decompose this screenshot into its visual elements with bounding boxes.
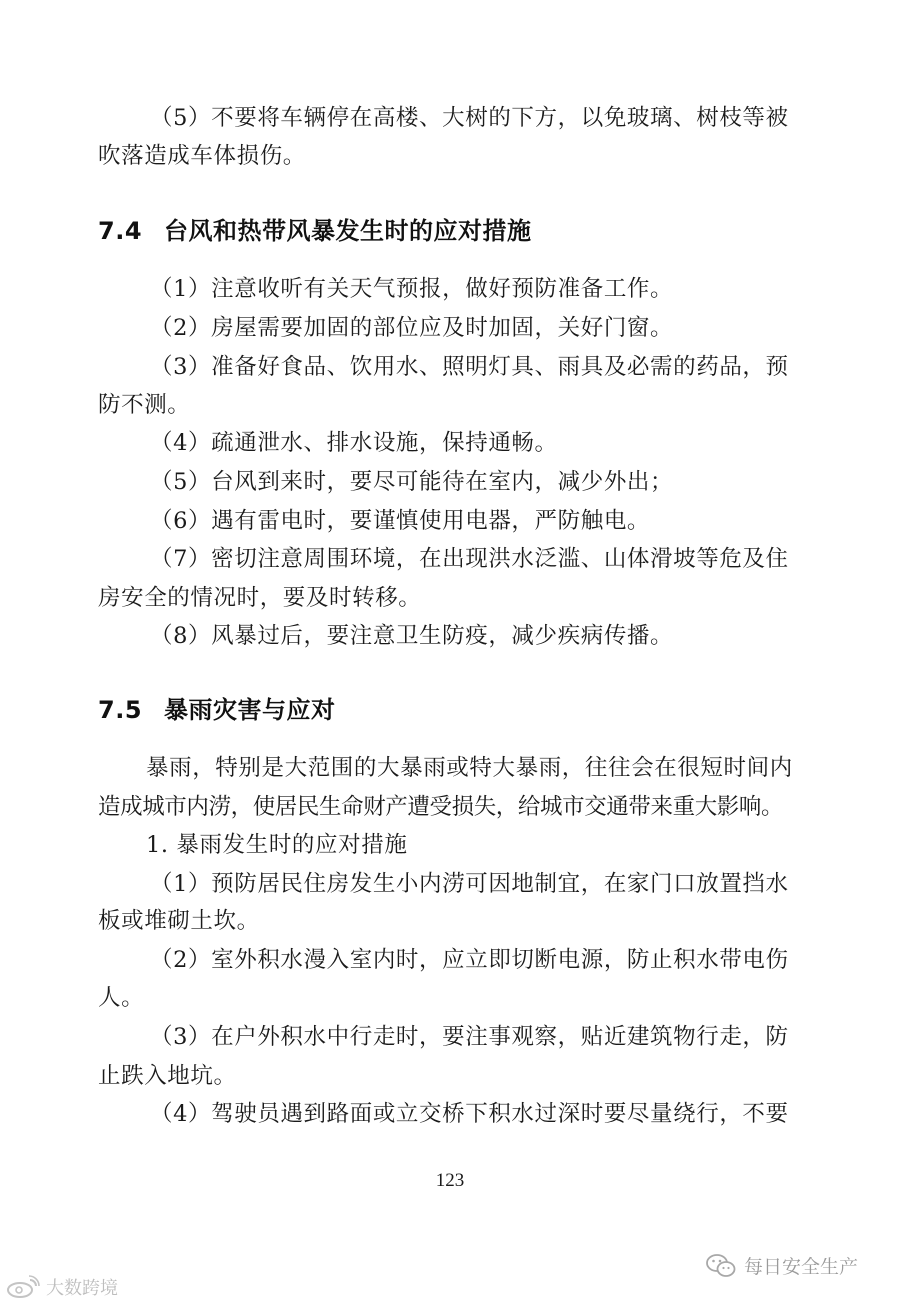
list-item-line: 防不测。 (98, 392, 191, 418)
watermark-right-text: 每日安全生产 (744, 1256, 859, 1278)
wechat-icon (706, 1253, 736, 1279)
list-item-line: （3）准备好食品、饮用水、照明灯具、雨具及必需的药品，预 (150, 354, 789, 380)
section-heading-7-5 (98, 693, 336, 727)
list-item-line: （5）台风到来时，要尽可能待在室内，减少外出； (150, 469, 674, 495)
watermark-left-text: 大数跨境 (46, 1278, 118, 1299)
section-number: 7.5 (98, 696, 143, 724)
list-item-line: 人。 (98, 985, 145, 1011)
list-item-line: （1）预防居民住房发生小内涝可因地制宜，在家门口放置挡水 (150, 871, 789, 897)
list-item-line: （2）房屋需要加固的部位应及时加固，关好门窗。 (150, 315, 674, 341)
section-title: 暴雨灾害与应对 (164, 696, 336, 724)
list-item-line: （1）注意收听有关天气预报，做好预防准备工作。 (150, 276, 674, 302)
list-item-line: （8）风暴过后，要注意卫生防疫，减少疾病传播。 (150, 623, 674, 649)
list-item-line: （2）室外积水漫入室内时，应立即切断电源，防止积水带电伤 (150, 947, 789, 973)
paragraph-line: 造成城市内涝，使居民生命财产遭受损失，给城市交通带来重大影响。 (98, 794, 784, 820)
watermark-left (6, 1274, 118, 1300)
paragraph-line: 吹落造成车体损伤。 (98, 143, 306, 169)
section-heading-7-4 (98, 214, 532, 248)
list-item-line: （4）驾驶员遇到路面或立交桥下积水过深时要尽量绕行，不要 (150, 1101, 789, 1127)
list-item-line: （4）疏通泄水、排水设施，保持通畅。 (150, 430, 558, 456)
list-item-line: （7）密切注意周围环境，在出现洪水泛滥、山体滑坡等危及住 (150, 546, 789, 572)
paragraph-line: （5）不要将车辆停在高楼、大树的下方，以免玻璃、树枝等被 (150, 105, 789, 131)
watermark-right (706, 1252, 858, 1279)
list-item-line: 房安全的情况时，要及时转移。 (98, 585, 422, 611)
page-number: 123 (435, 1170, 465, 1191)
list-item-line: （3）在户外积水中行走时，要注事观察，贴近建筑物行走，防 (150, 1024, 789, 1050)
list-item-line: 止跌入地坑。 (98, 1063, 237, 1089)
list-item-line: 板或堆砌土坎。 (98, 908, 260, 934)
weibo-icon (6, 1275, 40, 1299)
section-title: 台风和热带风暴发生时的应对措施 (164, 217, 532, 245)
section-number: 7.4 (98, 217, 143, 245)
list-item-line: （6）遇有雷电时，要谨慎使用电器，严防触电。 (150, 508, 651, 534)
subsection-heading: 1. 暴雨发生时的应对措施 (146, 832, 408, 858)
paragraph-line: 暴雨，特别是大范围的大暴雨或特大暴雨，往往会在很短时间内 (146, 755, 793, 781)
